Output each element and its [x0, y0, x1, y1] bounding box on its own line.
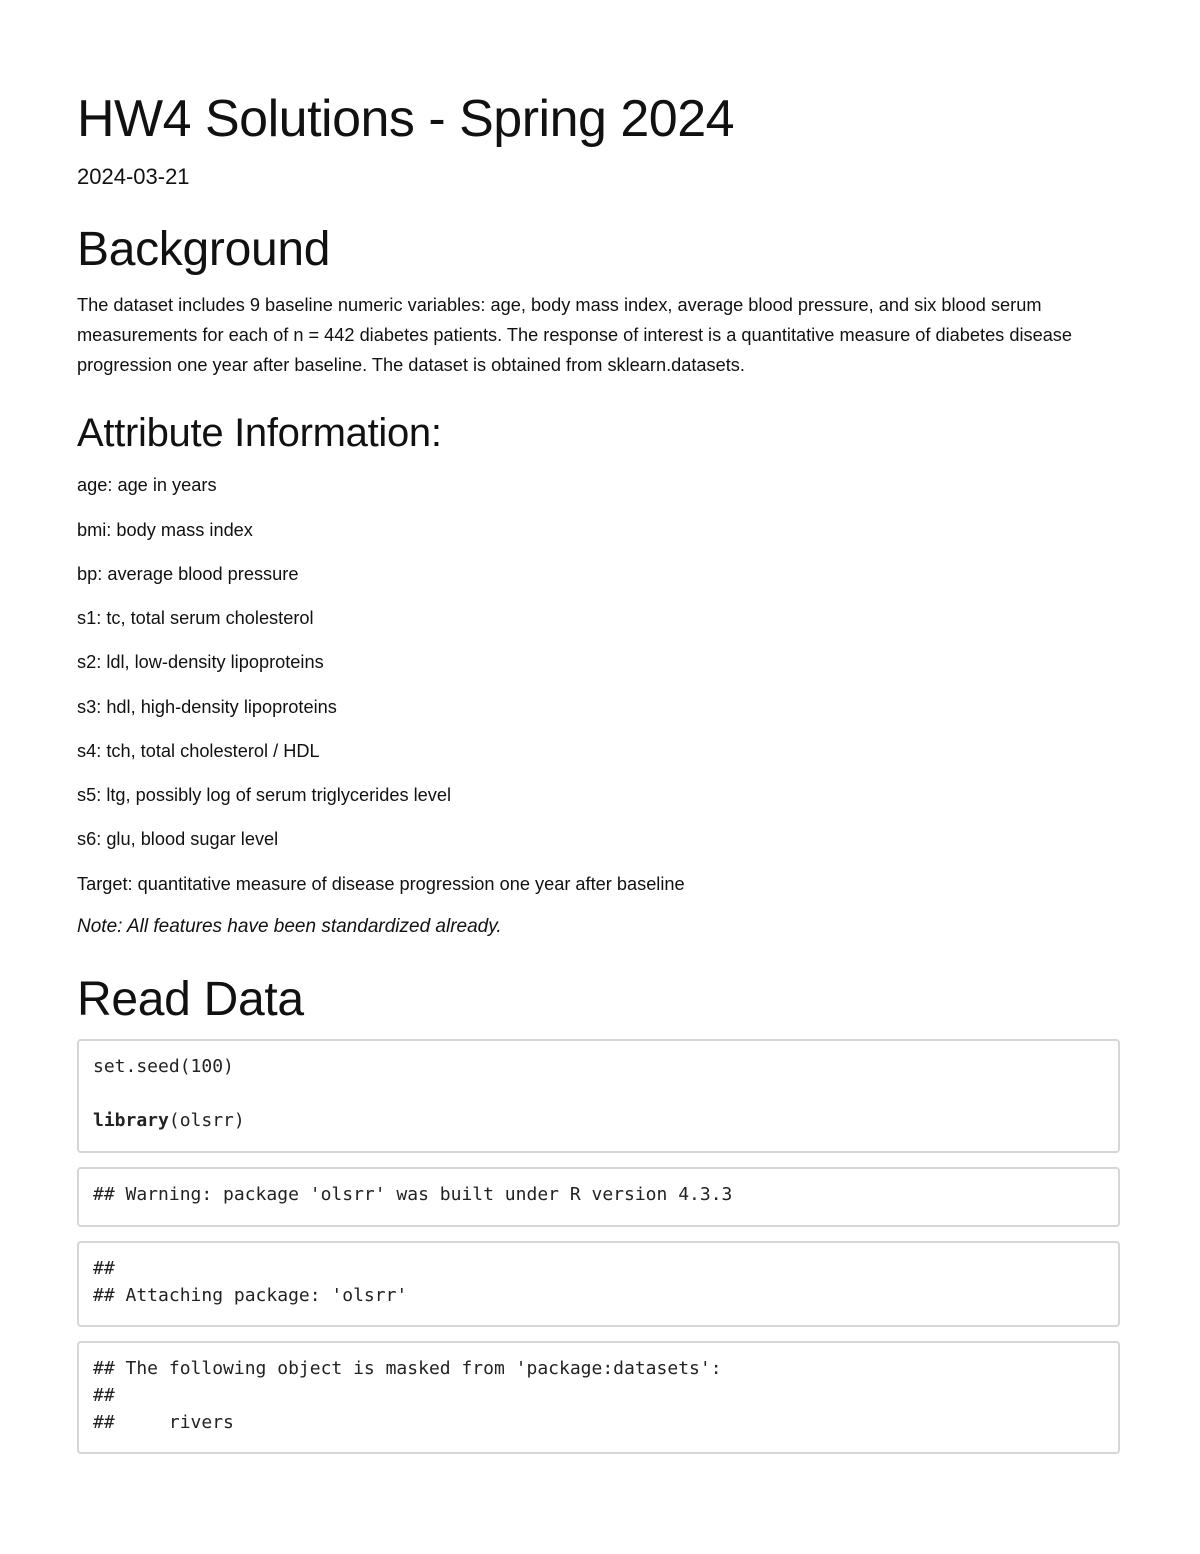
attribute-item: s2: ldl, low-density lipoproteins	[77, 652, 324, 672]
code-keyword: library	[93, 1110, 169, 1131]
r-output-masked	[77, 1341, 1120, 1454]
attribute-item: bp: average blood pressure	[77, 564, 299, 584]
attribute-item: s6: glu, blood sugar level	[77, 829, 279, 849]
attribute-item: s4: tch, total cholesterol / HDL	[77, 741, 320, 761]
code-line-blank	[93, 1080, 1104, 1107]
r-output-attaching	[77, 1241, 1120, 1327]
r-code-chunk	[77, 1039, 1120, 1153]
output-line: ## Attaching package: 'olsrr'	[93, 1285, 408, 1306]
background-paragraph: The dataset includes 9 baseline numeric variables: age, body mass index, average blood pressure, and six blood serum measurements for each of n = 442 diabetes patients. The response of interest is a quantitative measure of diabetes disease progression one year after baseline. The dataset is obtained from sklearn.datasets.	[77, 295, 1073, 375]
attribute-item: bmi: body mass index	[77, 520, 253, 540]
code-line	[93, 1107, 1104, 1134]
output-line: ##	[93, 1385, 115, 1406]
doc-title: HW4 Solutions - Spring 2024	[77, 90, 735, 148]
attribute-item: s3: hdl, high-density lipoproteins	[77, 697, 337, 717]
attribute-item: s1: tc, total serum cholesterol	[77, 608, 314, 628]
code-line: set.seed(100)	[93, 1056, 234, 1077]
background-heading: Background	[77, 223, 331, 276]
attribute-item: age: age in years	[77, 475, 217, 495]
output-line: ## The following object is masked from 'package:datasets':	[93, 1358, 722, 1379]
read-data-heading: Read Data	[77, 973, 304, 1026]
output-line: ##	[93, 1258, 115, 1279]
attribute-item: s5: ltg, possibly log of serum triglycerides level	[77, 785, 452, 805]
output-line: ## rivers	[93, 1412, 234, 1433]
standardized-note: Note: All features have been standardized already.	[77, 916, 502, 937]
attribute-info-heading: Attribute Information:	[77, 411, 442, 455]
doc-date: 2024-03-21	[77, 164, 190, 189]
attribute-target: Target: quantitative measure of disease progression one year after baseline	[77, 874, 685, 894]
r-output-warning	[77, 1167, 1120, 1227]
code-args: (olsrr)	[168, 1110, 245, 1131]
output-line: ## Warning: package 'olsrr' was built under R version 4.3.3	[93, 1184, 733, 1205]
